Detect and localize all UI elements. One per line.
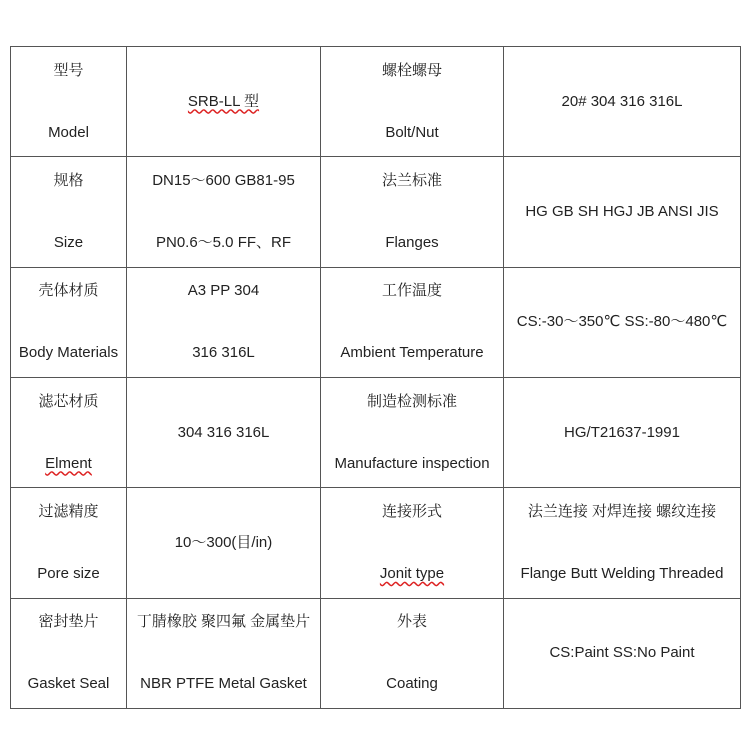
value-cell [127,377,321,487]
label-cn: 型号 [53,61,84,79]
value-text: 丁腈橡胶 聚四氟 金属垫片 [136,613,311,631]
value-cell [504,377,741,487]
value-cell [504,157,741,267]
label-cn: 滤芯材质 [38,392,99,410]
value-cell [504,488,741,598]
label-cell [11,488,127,598]
value-text: 10～300(目/in) [174,533,273,551]
label-cell [321,157,504,267]
label-en: Elment [45,454,92,472]
table-row [11,47,741,157]
value-text: HG/T21637-1991 [564,423,680,441]
label-cn: 螺栓螺母 [381,61,442,79]
spec-table [10,46,741,709]
label-cn: 制造检测标准 [366,392,457,410]
value-text: CS:-30～350℃ SS:-80～480℃ [516,313,728,331]
value-cell [504,267,741,377]
label-cn: 工作温度 [381,282,442,300]
label-cell [11,267,127,377]
table-row [11,488,741,598]
value-cell [127,488,321,598]
table-row [11,157,741,267]
label-cell [11,598,127,708]
label-cell [321,267,504,377]
value-text: SRB-LL 型 [187,92,260,110]
table-row [11,598,741,708]
value-text: DN15～600 GB81-95 [152,171,295,189]
table-row [11,377,741,487]
value-text: HG GB SH HGJ JB ANSI JIS [525,202,719,220]
value-cell [127,47,321,157]
label-cn: 密封垫片 [38,613,99,631]
value-text: PN0.6～5.0 FF、RF [155,233,292,251]
value-text: 20# 304 316 316L [561,92,683,110]
value-text: A3 PP 304 [187,282,260,300]
label-en: Ambient Temperature [340,344,484,362]
label-en: Gasket Seal [27,675,110,693]
label-cell [11,377,127,487]
value-cell [127,598,321,708]
label-cn: 法兰标准 [381,171,442,189]
label-cell [321,488,504,598]
label-cell [11,47,127,157]
value-cell [127,267,321,377]
value-text: 304 316 316L [177,423,270,441]
label-en: Coating [386,675,438,693]
value-cell [127,157,321,267]
label-en: Bolt/Nut [385,123,439,141]
table-row [11,267,741,377]
value-text: NBR PTFE Metal Gasket [140,675,307,693]
label-en: Pore size [37,564,100,582]
label-en: Jonit type [379,564,445,582]
value-text: 316 316L [192,344,255,362]
label-cell [11,157,127,267]
value-text: CS:Paint SS:No Paint [549,644,695,662]
label-en: Model [48,123,89,141]
value-text: 法兰连接 对焊连接 螺纹连接 [527,502,717,520]
label-cn: 过滤精度 [38,502,99,520]
label-cell [321,47,504,157]
label-cell [321,377,504,487]
label-cn: 外表 [396,613,427,631]
value-cell [504,47,741,157]
label-en: Manufacture inspection [334,454,490,472]
label-cn: 连接形式 [381,502,442,520]
label-cn: 壳体材质 [38,282,99,300]
value-cell [504,598,741,708]
label-cn: 规格 [53,171,84,189]
label-en: Size [53,233,84,251]
value-text: Flange Butt Welding Threaded [520,564,724,582]
label-cell [321,598,504,708]
label-en: Flanges [385,233,439,251]
label-en: Body Materials [18,344,119,362]
